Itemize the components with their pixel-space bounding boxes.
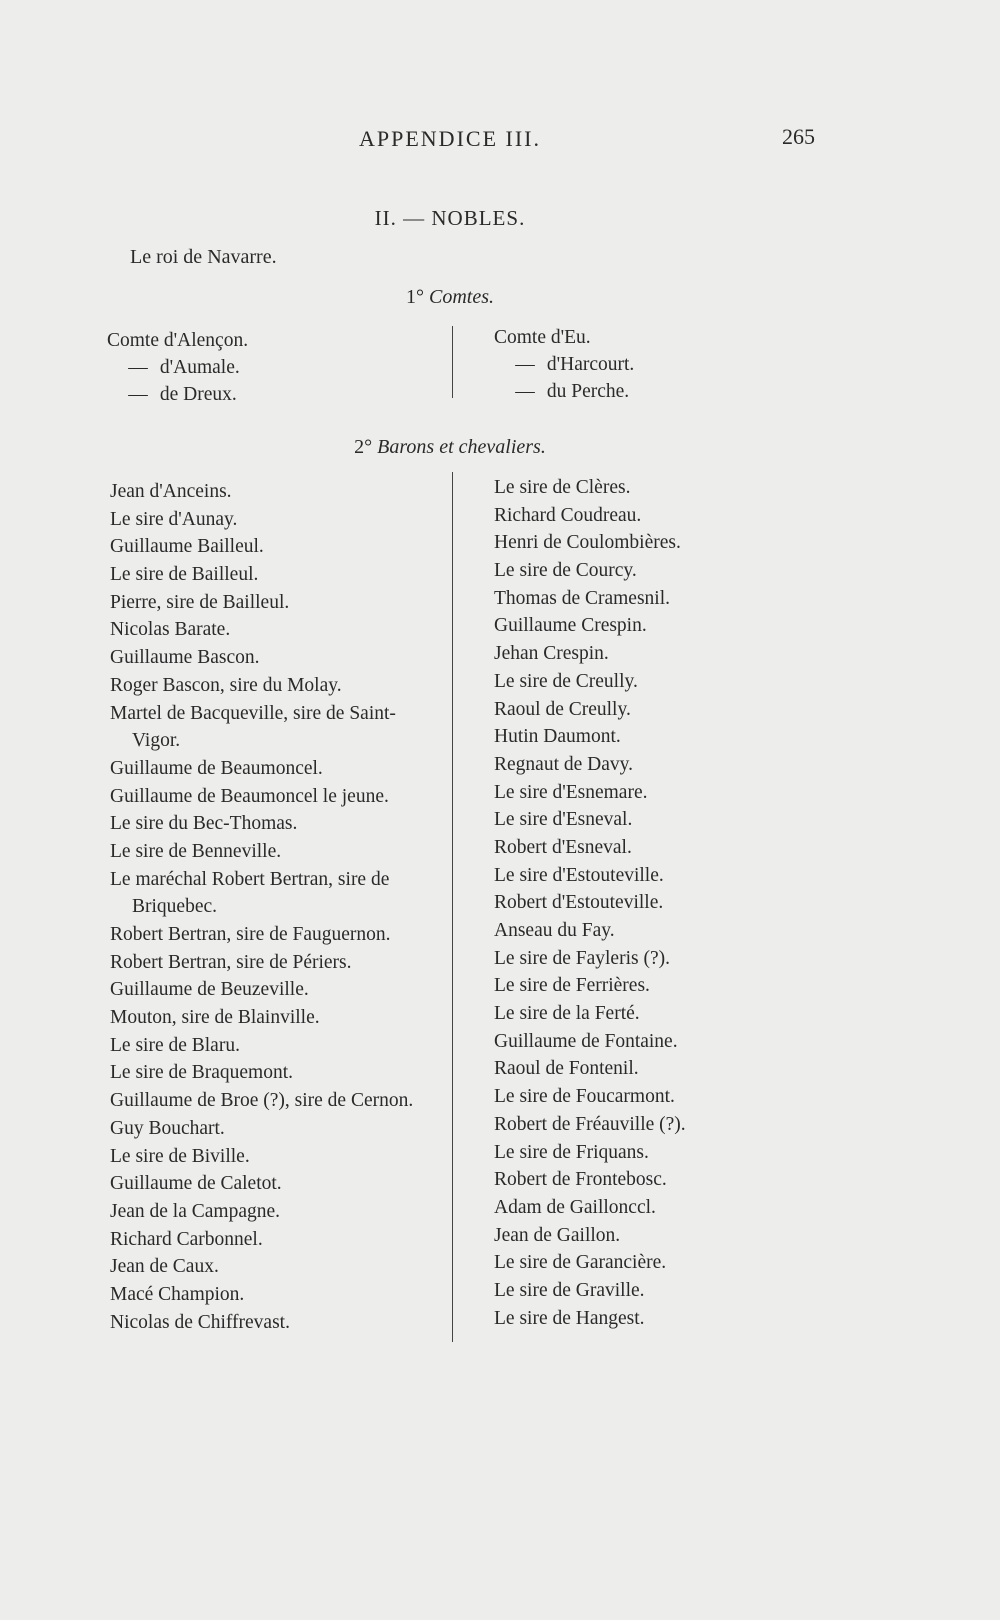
- noble-entry: Regnaut de Davy.: [494, 753, 633, 775]
- noble-entry: Le sire de Foucarmont.: [494, 1086, 675, 1108]
- noble-entry: Pierre, sire de Bailleul.: [110, 591, 290, 613]
- noble-entry: Guillaume de Beuzeville.: [110, 979, 309, 1001]
- column-divider: [452, 326, 453, 398]
- section-title: II. — NOBLES.: [374, 206, 526, 230]
- noble-entry: Le sire de Fayleris (?).: [494, 947, 670, 969]
- noble-entry: Mouton, sire de Blainville.: [110, 1007, 320, 1029]
- noble-entry: Le sire de Clères.: [494, 477, 631, 498]
- noble-entry: Hutin Daumont.: [494, 726, 621, 748]
- comte-name: d'Harcourt.: [546, 354, 635, 375]
- noble-entry: Le sire de Blaru.: [110, 1034, 240, 1056]
- noble-entry: Raoul de Fontenil.: [494, 1058, 639, 1080]
- comte-name: du Perche.: [546, 381, 630, 402]
- barons-heading-number: 2°: [354, 436, 373, 458]
- noble-entry: Richard Coudreau.: [494, 504, 642, 526]
- noble-entry: Roger Bascon, sire du Molay.: [110, 674, 342, 696]
- noble-entry: Le sire de la Ferté.: [494, 1003, 640, 1025]
- barons-right-column: [494, 474, 824, 1332]
- noble-entry: Le sire de Creully.: [494, 670, 638, 692]
- comte-entry: [107, 354, 248, 381]
- noble-entry: Robert d'Estouteville.: [494, 892, 664, 914]
- noble-entry: Raoul de Creully.: [494, 698, 631, 720]
- noble-entry: Le sire de Biville.: [110, 1145, 250, 1167]
- comtes-heading: [0, 286, 900, 309]
- noble-entry: Le sire de Courcy.: [494, 560, 637, 582]
- noble-entry: Guillaume Crespin.: [494, 615, 647, 637]
- noble-entry: Guy Bouchart.: [110, 1117, 225, 1139]
- ditto-dash: —: [515, 381, 535, 402]
- noble-entry: Robert Bertran, sire de Périers.: [110, 951, 352, 973]
- noble-entry: Le sire d'Estouteville.: [494, 864, 664, 886]
- noble-entry: Adam de Gaillonccl.: [494, 1196, 656, 1218]
- comte-name: Comte d'Eu.: [494, 327, 591, 348]
- ditto-dash: —: [128, 384, 148, 405]
- comtes-right-column: [494, 324, 634, 405]
- noble-entry: Robert d'Esneval.: [494, 836, 632, 858]
- noble-entry: Le sire d'Esneval.: [494, 809, 633, 831]
- noble-entry: Le sire de Friquans.: [494, 1141, 649, 1163]
- barons-heading-word: Barons: [377, 436, 435, 458]
- noble-entry: Robert de Frontebosc.: [494, 1169, 667, 1191]
- noble-entry: Richard Carbonnel.: [110, 1228, 263, 1250]
- comte-entry: [107, 381, 248, 408]
- noble-entry: Robert de Fréauville (?).: [494, 1113, 686, 1135]
- noble-entry: Le sire de Bailleul.: [110, 564, 259, 586]
- comte-name: de Dreux.: [159, 384, 237, 405]
- noble-entry: Guillaume de Fontaine.: [494, 1030, 678, 1052]
- noble-entry: Le sire de Benneville.: [110, 840, 282, 862]
- noble-entry: Le sire de Graville.: [494, 1279, 645, 1301]
- barons-heading-word-2: chevaliers.: [458, 436, 546, 458]
- noble-entry: Le sire de Ferrières.: [494, 975, 650, 997]
- noble-entry: Briquebec.: [132, 896, 218, 918]
- noble-entry: Guillaume Bailleul.: [110, 536, 264, 558]
- noble-entry: Jean d'Anceins.: [110, 481, 232, 502]
- noble-entry: Anseau du Fay.: [494, 920, 615, 941]
- noble-entry: Jean de la Campagne.: [110, 1200, 281, 1222]
- noble-entry: Vigor.: [132, 730, 181, 752]
- comtes-heading-label: Comtes.: [429, 286, 494, 308]
- comte-name: Comte d'Alençon.: [107, 330, 249, 351]
- noble-entry: Le sire de Hangest.: [494, 1307, 645, 1329]
- comtes-heading-number: 1°: [406, 286, 424, 308]
- noble-entry: Le sire d'Esnemare.: [494, 781, 648, 803]
- noble-entry: Le sire de Braquemont.: [110, 1062, 294, 1084]
- comtes-left-column: [107, 327, 248, 408]
- noble-entry: Jehan Crespin.: [494, 643, 609, 665]
- king-entry: Le roi de Navarre.: [130, 246, 277, 268]
- ditto-dash: —: [128, 357, 148, 378]
- ditto-dash: —: [515, 354, 535, 375]
- noble-entry: Robert Bertran, sire de Fauguernon.: [110, 924, 391, 945]
- noble-entry: Macé Champion.: [110, 1283, 245, 1305]
- noble-entry: Henri de Coulombières.: [494, 532, 681, 554]
- comte-entry: [107, 327, 248, 354]
- noble-entry: Thomas de Cramesnil.: [494, 587, 671, 609]
- noble-entry: Jean de Caux.: [110, 1256, 219, 1278]
- noble-entry: Le maréchal Robert Bertran, sire de: [110, 868, 390, 890]
- noble-entry: Guillaume de Broe (?), sire de Cernon.: [110, 1090, 414, 1112]
- noble-entry: Nicolas Barate.: [110, 619, 231, 641]
- comte-entry: [494, 324, 634, 351]
- column-divider: [452, 472, 453, 1342]
- comte-entry: [494, 351, 634, 378]
- noble-entry: Guillaume de Caletot.: [110, 1173, 282, 1195]
- page-number: 265: [782, 124, 815, 149]
- barons-heading-conjunction: et: [439, 436, 454, 458]
- noble-entry: Guillaume Bascon.: [110, 647, 260, 669]
- noble-entry: Le sire du Bec-Thomas.: [110, 813, 298, 835]
- noble-entry: Guillaume de Beaumoncel le jeune.: [110, 785, 389, 807]
- noble-entry: Jean de Gaillon.: [494, 1224, 621, 1246]
- barons-heading: [0, 436, 900, 459]
- running-header: APPENDICE III.: [359, 126, 541, 151]
- noble-entry: Le sire d'Aunay.: [110, 508, 238, 530]
- noble-entry: Le sire de Garancière.: [494, 1252, 667, 1274]
- comte-entry: [494, 378, 634, 405]
- noble-entry: Nicolas de Chiffrevast.: [110, 1311, 290, 1333]
- noble-entry: Guillaume de Beaumoncel.: [110, 757, 323, 779]
- comte-name: d'Aumale.: [159, 357, 240, 378]
- barons-left-column: [110, 478, 440, 1336]
- noble-entry: Martel de Bacqueville, sire de Saint-: [110, 702, 396, 724]
